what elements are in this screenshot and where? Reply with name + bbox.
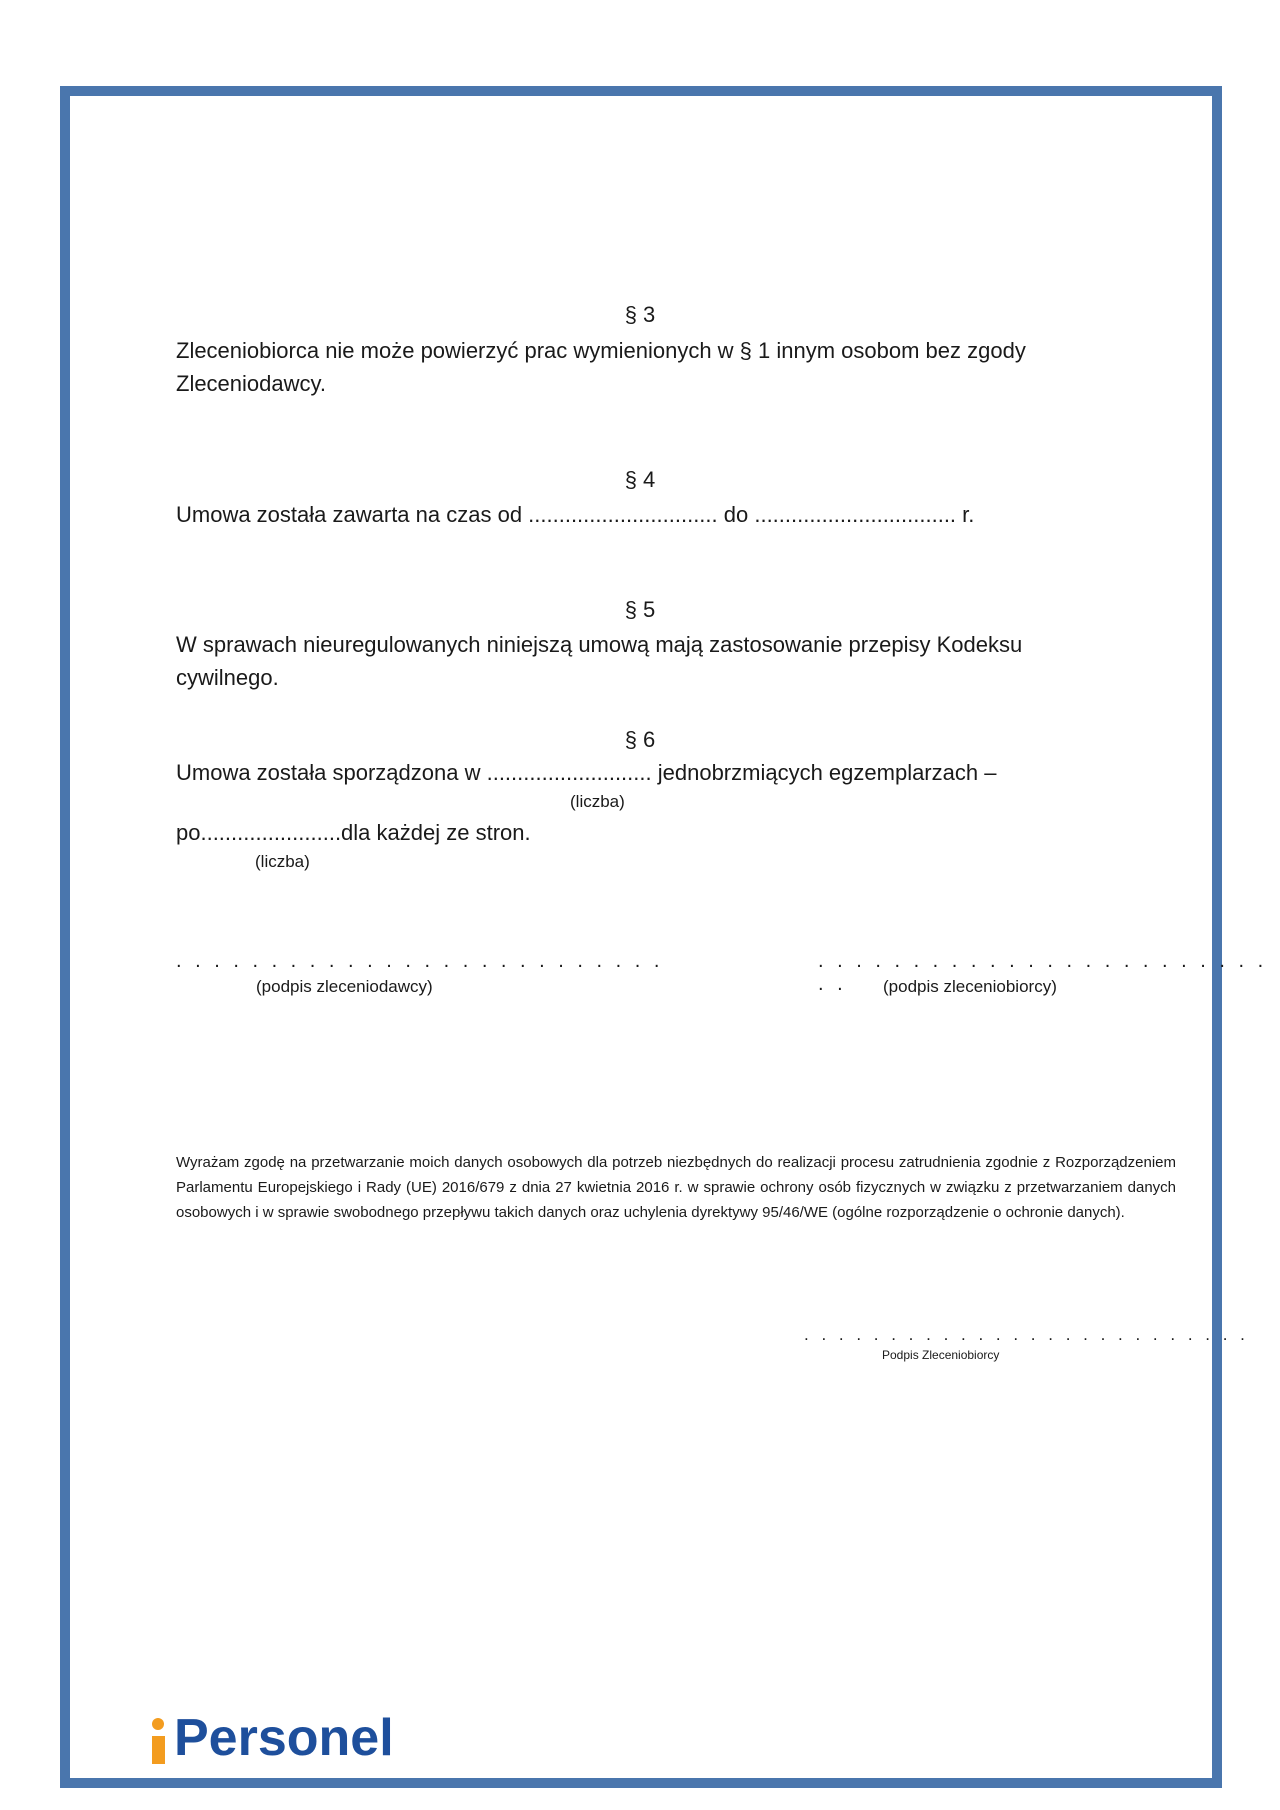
section-4-text: Umowa została zawarta na czas od ............................... do ................................. r.	[176, 502, 975, 527]
section-5-heading: § 5	[624, 597, 656, 622]
section-6-line-1: Umowa została sporządzona w ........................... jednobrzmiących egzemplarzach –	[176, 760, 997, 785]
section-6-heading: § 6	[624, 727, 656, 752]
signature-label-right: (podpis zleceniobiorcy)	[883, 977, 1057, 996]
section-3-heading: § 3	[624, 302, 656, 327]
signature-line-left: . . . . . . . . . . . . . . . . . . . . . . . . . .	[176, 950, 664, 972]
section-3-text: Zleceniobiorca nie może powierzyć prac wymienionych w § 1 innym osobom bez zgody Zleceniodawcy.	[176, 338, 1026, 396]
consent-clause: Wyrażam zgodę na przetwarzanie moich danych osobowych dla potrzeb niezbędnych do realizacji procesu zatrudnienia zgodnie z Rozporządzeniem Parlamentu Europejskiego i Rady (UE) 2016/679 z dnia 27 kwietnia 2016 r. w sprawie ochrony osób fizycznych w związku z przetwarzaniem danych osobowych i w sprawie swobodnego przepływu takich danych oraz uchylenia dyrektywy 95/46/WE (ogólne rozporządzenie o ochronie danych).	[176, 1154, 1176, 1221]
signature-label-left: (podpis zleceniodawcy)	[256, 977, 433, 996]
section-4-heading: § 4	[624, 467, 656, 492]
consent-signature-line: . . . . . . . . . . . . . . . . . . . . . . . . . .	[804, 1325, 1249, 1344]
logo-text: Personel	[174, 1709, 394, 1767]
section-6-line-2: po.......................dla każdej ze stron.	[176, 820, 531, 845]
section-5-text: W sprawach nieuregulowanych niniejszą umową mają zastosowanie przepisy Kodeksu cywilnego.	[176, 632, 1023, 690]
consent-signature-label: Podpis Zleceniobiorcy	[882, 1348, 1000, 1362]
company-logo	[150, 1708, 394, 1767]
person-i-icon	[150, 1718, 172, 1764]
section-6-count-label-2: (liczba)	[255, 852, 310, 871]
signature-line-right: . . . . . . . . . . . . . . . . . . . . . . . . . .	[818, 950, 1268, 995]
section-6-count-label-1: (liczba)	[570, 792, 625, 811]
